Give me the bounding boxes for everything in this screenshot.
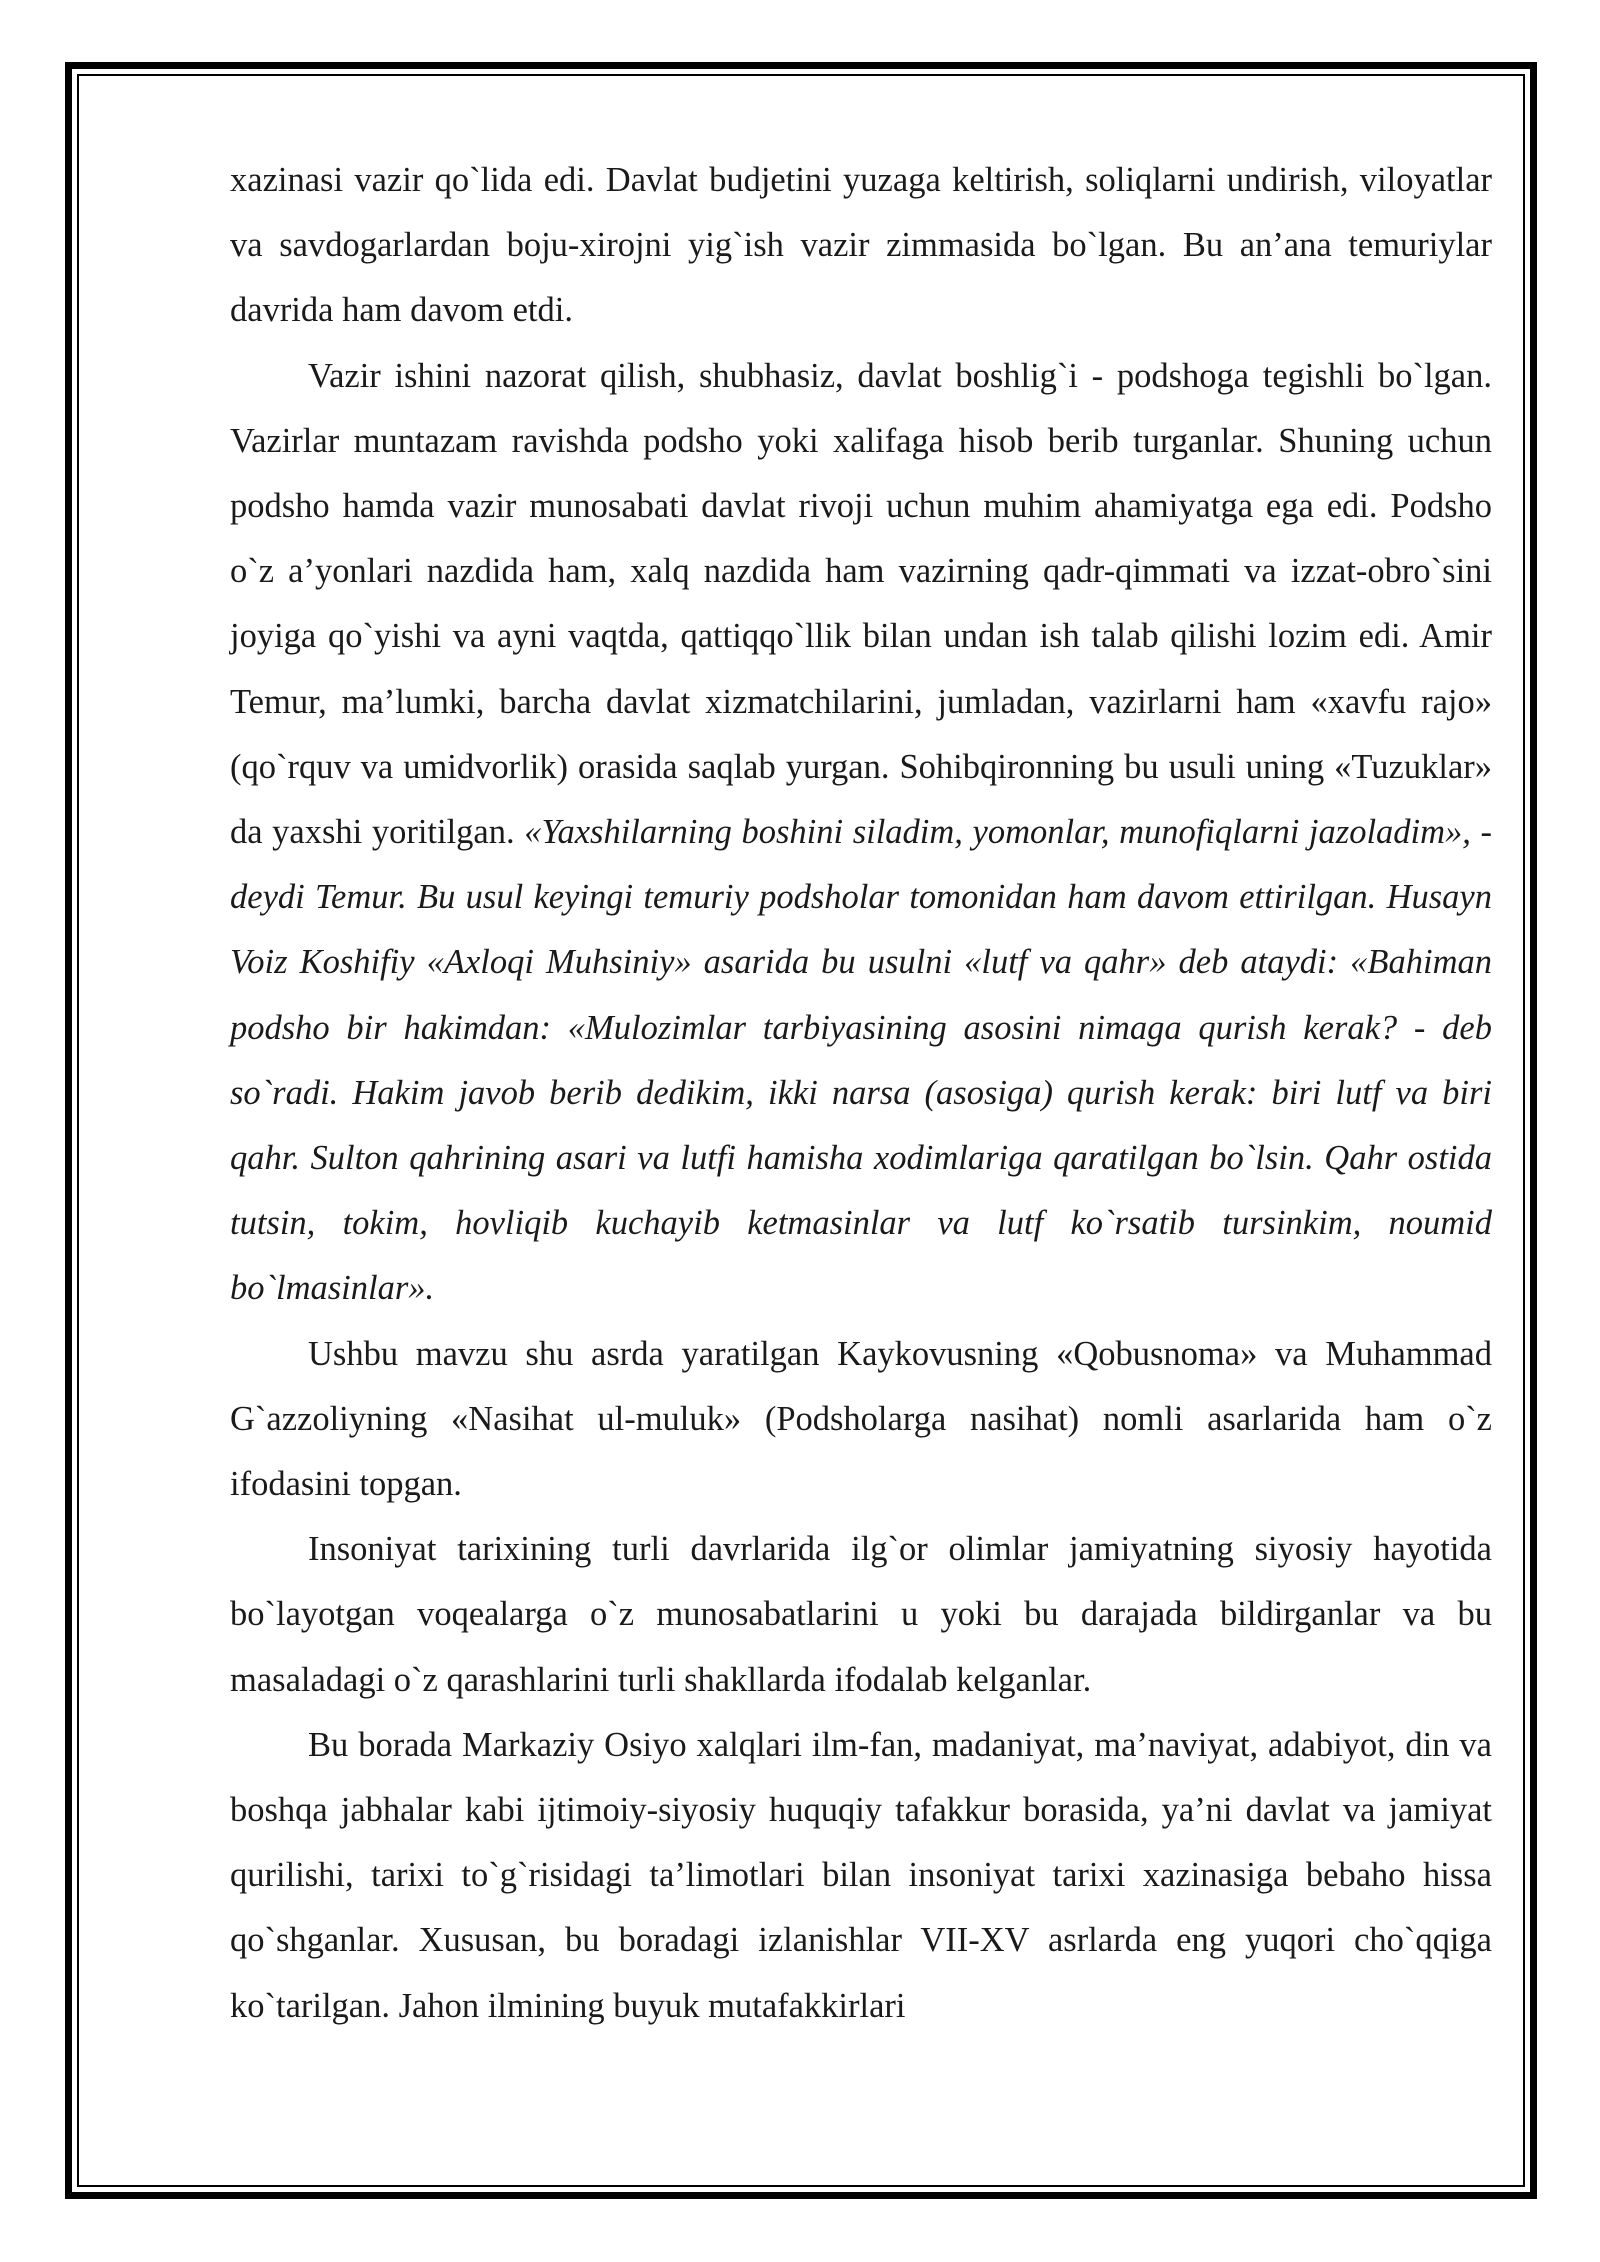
paragraph-4: Insoniyat tarixining turli davrlarida ilg`or olimlar jamiyatning siyosiy hayotida bo`layotgan voqealarga o`z munosabatlarini u yoki bu darajada bildirganlar va bu masaladagi o`z qarashlarini turli shakllarda ifodalab kelganlar.	[230, 1530, 1492, 1699]
paragraph-2-regular: Vazir ishini nazorat qilish, shubhasiz, davlat boshlig`i - podshoga tegishli bo`lgan. Vazirlar muntazam ravishda podsho yoki xalifaga hisob berib turganlar. Shuning uchun podsho hamda vazir munosabati davlat rivoji uchun muhim ahamiyatga ega edi. Podsho o`z a’yonlari nazdida ham, xalq nazdida ham vazirning qadr-qimmati va izzat-obro`sini joyiga qo`yishi va ayni vaqtda, qattiqqo`llik bilan undan ish talab qilishi lozim edi. Amir Temur, ma’lumki, barcha davlat xizmatchilarini, jumladan, vazirlarni ham «xavfu rajo» (qo`rquv va umidvorlik) orasida saqlab yurgan. Sohibqironning bu usuli uning «Tuzuklar» da yaxshi yoritilgan.	[230, 356, 1492, 852]
document-body	[230, 148, 1492, 2039]
paragraph-3: Ushbu mavzu shu asrda yaratilgan Kaykovusning «Qobusnoma» va Muhammad G`azzoliyning «Nasihat ul-muluk» (Podsholarga nasihat) nomli asarlarida ham o`z ifodasini topgan.	[230, 1334, 1492, 1504]
paragraph-5: Bu borada Markaziy Osiyo xalqlari ilm-fan, madaniyat, ma’naviyat, adabiyot, din va boshqa jabhalar kabi ijtimoiy-siyosiy huquqiy tafakkur borasida, ya’ni davlat va jamiyat qurilishi, tarixi to`g`risidagi ta’limotlari bilan insoniyat tarixi xazinasiga bebaho hissa qo`shganlar. Xususan, bu boradagi izlanishlar VII-XV asrlarda eng yuqori cho`qqiga ko`tarilgan. Jahon ilmining buyuk mutafakkirlari	[230, 1725, 1492, 2025]
paragraph-2-quote: «Yaxshilarning boshini siladim, yomonlar, munofiqlarni jazoladim», - deydi Temur. Bu usul keyingi temuriy podsholar tomonidan ham davom ettirilgan. Husayn Voiz Koshifiy «Axloqi Muhsiniy» asarida bu usulni «lutf va qahr» deb ataydi: «Bahiman podsho bir hakimdan: «Mulozimlar tarbiyasining asosini nimaga qurish kerak? - deb so`radi. Hakim javob berib dedikim, ikki narsa (asosiga) qurish kerak: biri lutf va biri qahr. Sulton qahrining asari va lutfi hamisha xodimlariga qaratilgan bo`lsin. Qahr ostida tutsin, tokim, hovliqib kuchayib ketmasinlar va lutf ko`rsatib tursinkim, noumid bo`lmasinlar».	[230, 813, 1492, 1308]
paragraph-1: xazinasi vazir qo`lida edi. Davlat budjetini yuzaga keltirish, soliqlarni undirish, viloyatlar va savdogarlardan boju-xirojni yig`ish vazir zimmasida bo`lgan. Bu an’ana temuriylar davrida ham davom etdi.	[230, 161, 1492, 330]
paragraph-2	[230, 344, 1492, 1322]
